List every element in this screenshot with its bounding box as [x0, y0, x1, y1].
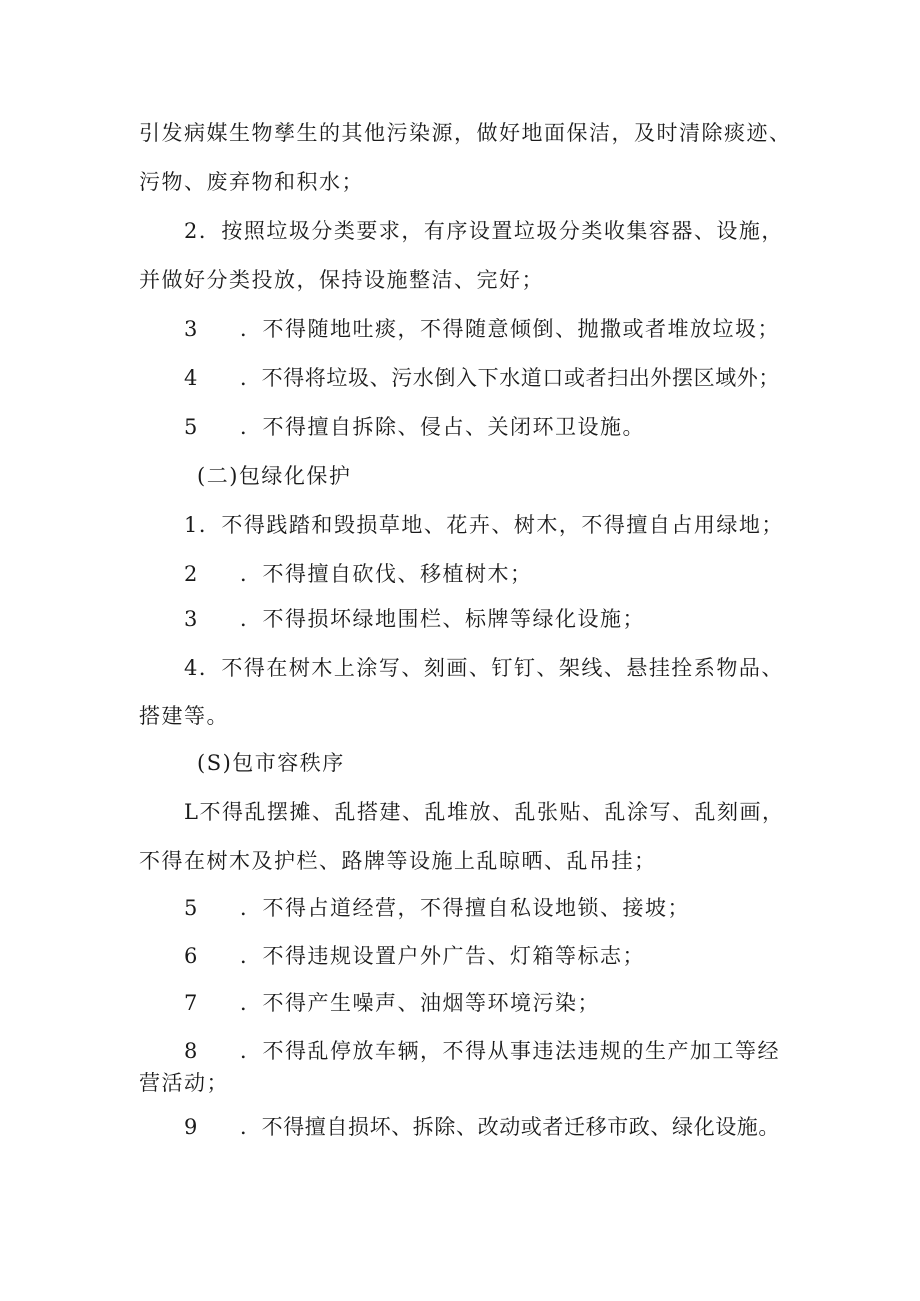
- section-heading: (二)包绿化保护: [197, 464, 352, 488]
- list-number: 5: [184, 896, 198, 920]
- green-item-4-line1: 4．不得在树木上涂写、刻画、钉钉、架线、悬挂拴系物品、: [184, 656, 784, 680]
- green-item-1: 1．不得践踏和毁损草地、花卉、树木，不得擅自占用绿地；: [184, 513, 784, 537]
- list-number: 4: [184, 366, 198, 390]
- list-item-5: ．不得擅自拆除、侵占、关闭环卫设施。: [240, 415, 645, 439]
- order-item-7: ．不得产生噪声、油烟等环境污染；: [240, 991, 600, 1015]
- list-item-4: ．不得将垃圾、污水倒入下水道口或者扫出外摆区域外；: [240, 366, 780, 390]
- list-item-2-line2: 并做好分类投放，保持设施整洁、完好；: [139, 268, 544, 292]
- list-item-2-line1: 2．按照垃圾分类要求，有序设置垃圾分类收集容器、设施，: [184, 219, 784, 243]
- list-number: 3: [184, 317, 198, 341]
- list-number: 5: [184, 415, 198, 439]
- order-item-9: ．不得擅自损坏、拆除、改动或者迁移市政、绿化设施。: [240, 1115, 780, 1139]
- green-item-2: ．不得擅自砍伐、移植树木；: [240, 562, 533, 586]
- order-item-5: ．不得占道经营，不得擅自私设地锁、接坡；: [240, 896, 690, 920]
- paragraph-line: 污物、废弃物和积水；: [139, 170, 364, 194]
- paragraph-line: 引发病媒生物孳生的其他污染源，做好地面保洁，及时清除痰迹、: [139, 121, 792, 145]
- list-item-3: ．不得随地吐痰，不得随意倾倒、抛撒或者堆放垃圾；: [240, 317, 780, 341]
- green-item-4-line2: 搭建等。: [139, 704, 229, 728]
- list-number: 3: [184, 607, 198, 631]
- green-item-3: ．不得损坏绿地围栏、标牌等绿化设施；: [240, 607, 645, 631]
- order-item-8-line2: 营活动；: [139, 1071, 229, 1095]
- list-number: 8: [184, 1039, 198, 1063]
- order-item-1-line1: L不得乱摆摊、乱搭建、乱堆放、乱张贴、乱涂写、乱刻画，: [184, 800, 785, 824]
- order-item-6: ．不得违规设置户外广告、灯箱等标志；: [240, 944, 645, 968]
- list-number: 9: [184, 1115, 198, 1139]
- list-number: 6: [184, 944, 198, 968]
- order-item-1-line2: 不得在树木及护栏、路牌等设施上乱晾晒、乱吊挂；: [139, 849, 657, 873]
- list-number: 2: [184, 562, 198, 586]
- order-item-8-line1: ．不得乱停放车辆，不得从事违法违规的生产加工等经: [240, 1039, 780, 1063]
- list-number: 7: [184, 991, 198, 1015]
- section-heading: (S)包市容秩序: [197, 751, 345, 775]
